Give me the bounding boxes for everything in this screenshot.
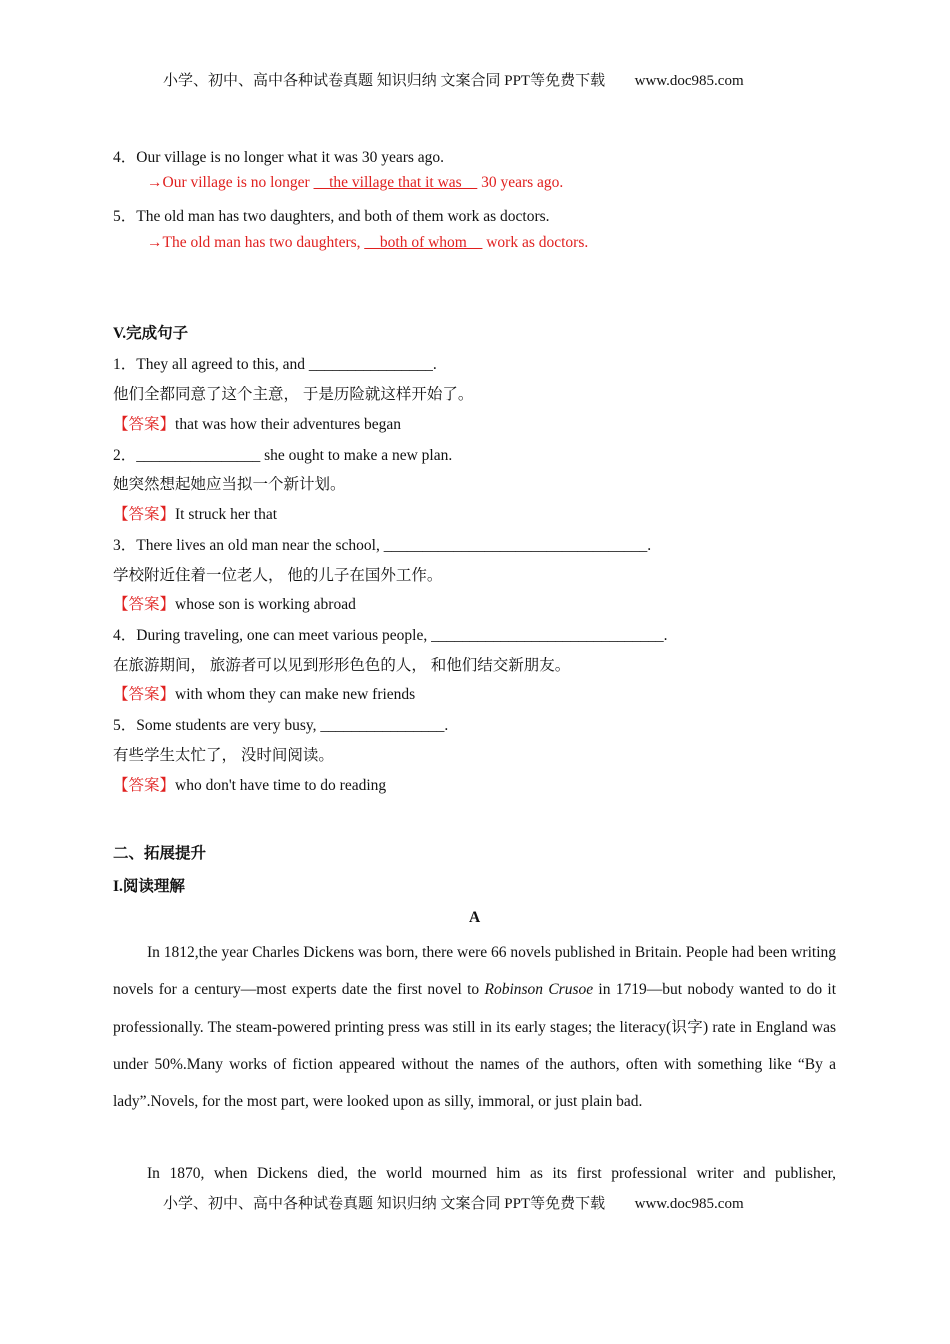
page-header [163, 69, 744, 90]
answer-4: 【答案】with whom they can make new friends [113, 686, 416, 703]
rewrite-item-4 [113, 145, 444, 167]
passage-label: A [469, 909, 481, 926]
footer-text: 小学、初中、高中各种试卷真题 知识归纳 文案合同 PPT等免费下载 [163, 1196, 606, 1212]
answer-5: 【答案】who don't have time to do reading [113, 777, 387, 794]
question-4: 4．During traveling, one can meet various people, ______________________________. [113, 627, 668, 644]
answer-tag: 【答案】 [113, 416, 176, 433]
question-3: 3．There lives an old man near the school, __________________________________. [113, 537, 652, 554]
answer-tag: 【答案】 [113, 506, 176, 523]
original-sentence: Our village is no longer what it was 30 years ago. [136, 149, 445, 166]
question-4-chinese: 在旅游期间， 旅游者可以见到形形色色的人， 和他们结交新朋友。 [113, 657, 571, 674]
answer-2: 【答案】It struck her that [113, 506, 278, 523]
question-1-chinese: 他们全都同意了这个主意， 于是历险就这样开始了。 [113, 386, 474, 403]
question-1: 1．They all agreed to this, and ________________. [113, 356, 437, 373]
section-heading: 二、拓展提升 [113, 845, 207, 862]
rewrite-answer-4: →Our village is no longer __the village that it was__ 30 years ago. [147, 174, 564, 191]
answer-1: 【答案】that was how their adventures began [113, 416, 401, 433]
question-5: 5．Some students are very busy, ________________. [113, 717, 449, 734]
page-footer [163, 1192, 744, 1213]
section-title: V.完成句子 [113, 325, 189, 342]
question-2: 2．________________ she ought to make a new plan. [113, 447, 453, 464]
answer-tag: 【答案】 [113, 686, 176, 703]
rewrite-item-5 [113, 204, 550, 226]
answer-tag: 【答案】 [113, 777, 176, 794]
answer-blank: __both of whom__ [364, 234, 483, 251]
original-sentence: The old man has two daughters, and both of them work as doctors. [136, 208, 550, 225]
header-text: 小学、初中、高中各种试卷真题 知识归纳 文案合同 PPT等免费下载 [163, 73, 606, 89]
passage-paragraph-1: In 1812,the year Charles Dickens was born, there were 66 novels published in Britain. People had been writing novels for a century—most experts date the first novel to Robinson Crusoe in 1719—but nobody wanted to do it professionally. The steam-powered printing press was still in its early stages; the literacy(识字) rate in England was under 50%.Many works of fiction appeared without the names of the authors, often with something like “By a lady”.Novels, for the most part, were looked upon as silly, immoral, or just plain bad. [113, 944, 836, 1111]
item-number: 5． [113, 208, 137, 225]
question-5-chinese: 有些学生太忙了， 没时间阅读。 [113, 747, 334, 764]
section-subheading: I.阅读理解 [113, 878, 185, 895]
answer-tag: 【答案】 [113, 596, 176, 613]
passage-paragraph-2: In 1870, when Dickens died, the world mourned him as its first professional writer and publisher, [147, 1165, 836, 1182]
book-title: Robinson Crusoe [484, 981, 594, 999]
question-3-chinese: 学校附近住着一位老人， 他的儿子在国外工作。 [113, 567, 443, 584]
question-2-chinese: 她突然想起她应当拟一个新计划。 [113, 476, 346, 493]
answer-3: 【答案】whose son is working abroad [113, 596, 356, 613]
footer-url[interactable]: www.doc985.com [634, 1196, 744, 1212]
answer-blank: __the village that it was__ [313, 174, 478, 191]
item-number: 4． [113, 149, 137, 166]
rewrite-answer-5: →The old man has two daughters, __both of whom__ work as doctors. [147, 234, 589, 251]
header-url[interactable]: www.doc985.com [634, 73, 744, 89]
